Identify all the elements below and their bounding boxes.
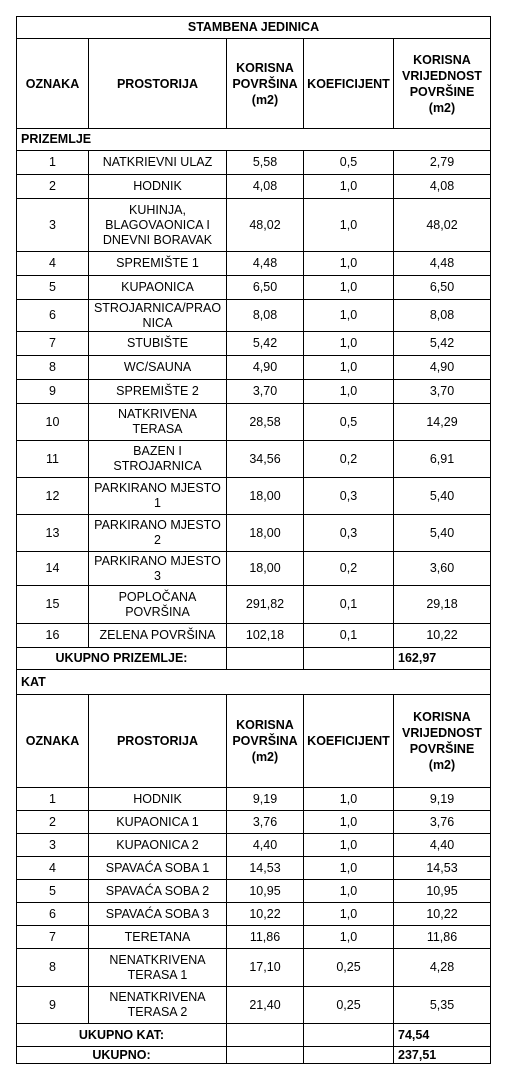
prizemlje-total-empty-1	[226, 647, 304, 670]
grand-total-empty-1	[226, 1046, 304, 1064]
kat-row-9-koef: 0,25	[303, 986, 394, 1024]
kat-row-4-vrijednost: 14,53	[393, 856, 491, 880]
kat-total-empty-1	[226, 1023, 304, 1047]
kat-row-4-koef: 1,0	[303, 856, 394, 880]
kat-row-8-vrijednost: 4,28	[393, 948, 491, 987]
prizemlje-row-16-vrijednost: 10,22	[393, 623, 491, 648]
prizemlje-row-13-povrsina: 18,00	[226, 514, 304, 552]
prizemlje-row-16-koef: 0,1	[303, 623, 394, 648]
prizemlje-row-6-prostorija: STROJARNICA/PRAO NICA	[88, 299, 227, 332]
table-title: STAMBENA JEDINICA	[16, 16, 491, 39]
prizemlje-row-10-prostorija: NATKRIVENA TERASA	[88, 403, 227, 441]
prizemlje-row-12-koef: 0,3	[303, 477, 394, 515]
prizemlje-col-header-vrijednost: KORISNA VRIJEDNOST POVRŠINE (m2)	[393, 38, 491, 129]
prizemlje-row-1-povrsina: 5,58	[226, 150, 304, 175]
grand-total-label: UKUPNO:	[16, 1046, 227, 1064]
prizemlje-row-2-oznaka: 2	[16, 174, 89, 199]
prizemlje-row-7-prostorija: STUBIŠTE	[88, 331, 227, 356]
prizemlje-row-2-vrijednost: 4,08	[393, 174, 491, 199]
prizemlje-row-8-povrsina: 4,90	[226, 355, 304, 380]
kat-row-1-vrijednost: 9,19	[393, 787, 491, 811]
kat-row-3-prostorija: KUPAONICA 2	[88, 833, 227, 857]
prizemlje-total-empty-2	[303, 647, 394, 670]
prizemlje-row-5-vrijednost: 6,50	[393, 275, 491, 300]
prizemlje-row-14-povrsina: 18,00	[226, 551, 304, 586]
prizemlje-total-value: 162,97	[393, 647, 491, 670]
prizemlje-row-10-koef: 0,5	[303, 403, 394, 441]
prizemlje-row-1-oznaka: 1	[16, 150, 89, 175]
kat-row-6-prostorija: SPAVAĆA SOBA 3	[88, 902, 227, 926]
prizemlje-row-12-vrijednost: 5,40	[393, 477, 491, 515]
prizemlje-row-15-povrsina: 291,82	[226, 585, 304, 624]
kat-row-6-vrijednost: 10,22	[393, 902, 491, 926]
kat-row-5-prostorija: SPAVAĆA SOBA 2	[88, 879, 227, 903]
prizemlje-row-10-povrsina: 28,58	[226, 403, 304, 441]
prizemlje-row-2-prostorija: HODNIK	[88, 174, 227, 199]
prizemlje-row-3-oznaka: 3	[16, 198, 89, 252]
kat-row-5-vrijednost: 10,95	[393, 879, 491, 903]
prizemlje-row-1-vrijednost: 2,79	[393, 150, 491, 175]
kat-row-8-koef: 0,25	[303, 948, 394, 987]
kat-row-7-koef: 1,0	[303, 925, 394, 949]
prizemlje-row-14-prostorija: PARKIRANO MJESTO 3	[88, 551, 227, 586]
prizemlje-row-1-koef: 0,5	[303, 150, 394, 175]
kat-total-empty-2	[303, 1023, 394, 1047]
kat-row-1-povrsina: 9,19	[226, 787, 304, 811]
prizemlje-row-16-povrsina: 102,18	[226, 623, 304, 648]
prizemlje-col-header-povrsina: KORISNA POVRŠINA (m2)	[226, 38, 304, 129]
prizemlje-row-3-prostorija: KUHINJA, BLAGOVAONICA I DNEVNI BORAVAK	[88, 198, 227, 252]
kat-row-7-oznaka: 7	[16, 925, 89, 949]
prizemlje-row-4-koef: 1,0	[303, 251, 394, 276]
room-area-table	[16, 16, 490, 1064]
kat-row-3-povrsina: 4,40	[226, 833, 304, 857]
prizemlje-row-4-oznaka: 4	[16, 251, 89, 276]
kat-row-8-povrsina: 17,10	[226, 948, 304, 987]
prizemlje-row-15-prostorija: POPLOČANA POVRŠINA	[88, 585, 227, 624]
kat-row-3-oznaka: 3	[16, 833, 89, 857]
prizemlje-row-4-povrsina: 4,48	[226, 251, 304, 276]
prizemlje-row-3-koef: 1,0	[303, 198, 394, 252]
prizemlje-row-9-koef: 1,0	[303, 379, 394, 404]
kat-row-6-koef: 1,0	[303, 902, 394, 926]
prizemlje-row-14-oznaka: 14	[16, 551, 89, 586]
kat-col-header-oznaka: OZNAKA	[16, 694, 89, 788]
prizemlje-row-6-oznaka: 6	[16, 299, 89, 332]
prizemlje-row-11-koef: 0,2	[303, 440, 394, 478]
grand-total-empty-2	[303, 1046, 394, 1064]
kat-row-5-povrsina: 10,95	[226, 879, 304, 903]
kat-row-2-vrijednost: 3,76	[393, 810, 491, 834]
kat-row-7-vrijednost: 11,86	[393, 925, 491, 949]
prizemlje-row-9-povrsina: 3,70	[226, 379, 304, 404]
kat-row-2-koef: 1,0	[303, 810, 394, 834]
kat-row-6-povrsina: 10,22	[226, 902, 304, 926]
prizemlje-row-3-povrsina: 48,02	[226, 198, 304, 252]
prizemlje-row-4-vrijednost: 4,48	[393, 251, 491, 276]
prizemlje-row-14-koef: 0,2	[303, 551, 394, 586]
prizemlje-row-3-vrijednost: 48,02	[393, 198, 491, 252]
prizemlje-row-10-oznaka: 10	[16, 403, 89, 441]
prizemlje-row-5-koef: 1,0	[303, 275, 394, 300]
prizemlje-row-12-oznaka: 12	[16, 477, 89, 515]
prizemlje-row-5-povrsina: 6,50	[226, 275, 304, 300]
kat-total-value: 74,54	[393, 1023, 491, 1047]
prizemlje-row-8-prostorija: WC/SAUNA	[88, 355, 227, 380]
kat-row-3-vrijednost: 4,40	[393, 833, 491, 857]
kat-row-4-prostorija: SPAVAĆA SOBA 1	[88, 856, 227, 880]
kat-row-4-oznaka: 4	[16, 856, 89, 880]
kat-row-2-povrsina: 3,76	[226, 810, 304, 834]
prizemlje-col-header-prostorija: PROSTORIJA	[88, 38, 227, 129]
prizemlje-row-15-vrijednost: 29,18	[393, 585, 491, 624]
prizemlje-col-header-koef: KOEFICIJENT	[303, 38, 394, 129]
kat-section-label: KAT	[16, 669, 491, 695]
prizemlje-col-header-oznaka: OZNAKA	[16, 38, 89, 129]
grand-total-value: 237,51	[393, 1046, 491, 1064]
kat-row-9-oznaka: 9	[16, 986, 89, 1024]
kat-col-header-prostorija: PROSTORIJA	[88, 694, 227, 788]
kat-total-label: UKUPNO KAT:	[16, 1023, 227, 1047]
prizemlje-row-13-vrijednost: 5,40	[393, 514, 491, 552]
prizemlje-row-5-oznaka: 5	[16, 275, 89, 300]
prizemlje-row-8-koef: 1,0	[303, 355, 394, 380]
prizemlje-row-7-koef: 1,0	[303, 331, 394, 356]
prizemlje-row-7-povrsina: 5,42	[226, 331, 304, 356]
prizemlje-row-8-oznaka: 8	[16, 355, 89, 380]
kat-row-6-oznaka: 6	[16, 902, 89, 926]
prizemlje-row-13-oznaka: 13	[16, 514, 89, 552]
prizemlje-row-10-vrijednost: 14,29	[393, 403, 491, 441]
prizemlje-row-6-povrsina: 8,08	[226, 299, 304, 332]
kat-col-header-povrsina: KORISNA POVRŠINA (m2)	[226, 694, 304, 788]
prizemlje-row-7-oznaka: 7	[16, 331, 89, 356]
prizemlje-row-2-koef: 1,0	[303, 174, 394, 199]
prizemlje-row-6-vrijednost: 8,08	[393, 299, 491, 332]
kat-row-5-koef: 1,0	[303, 879, 394, 903]
prizemlje-row-15-oznaka: 15	[16, 585, 89, 624]
prizemlje-row-12-povrsina: 18,00	[226, 477, 304, 515]
prizemlje-row-5-prostorija: KUPAONICA	[88, 275, 227, 300]
prizemlje-section-label: PRIZEMLJE	[16, 128, 491, 151]
kat-row-2-oznaka: 2	[16, 810, 89, 834]
prizemlje-row-8-vrijednost: 4,90	[393, 355, 491, 380]
prizemlje-row-11-oznaka: 11	[16, 440, 89, 478]
prizemlje-row-13-prostorija: PARKIRANO MJESTO 2	[88, 514, 227, 552]
prizemlje-row-11-povrsina: 34,56	[226, 440, 304, 478]
prizemlje-row-15-koef: 0,1	[303, 585, 394, 624]
prizemlje-row-11-vrijednost: 6,91	[393, 440, 491, 478]
prizemlje-row-11-prostorija: BAZEN I STROJARNICA	[88, 440, 227, 478]
kat-col-header-vrijednost: KORISNA VRIJEDNOST POVRŠINE (m2)	[393, 694, 491, 788]
prizemlje-row-16-prostorija: ZELENA POVRŠINA	[88, 623, 227, 648]
prizemlje-row-16-oznaka: 16	[16, 623, 89, 648]
kat-row-1-prostorija: HODNIK	[88, 787, 227, 811]
prizemlje-row-9-prostorija: SPREMIŠTE 2	[88, 379, 227, 404]
prizemlje-row-9-oznaka: 9	[16, 379, 89, 404]
prizemlje-row-4-prostorija: SPREMIŠTE 1	[88, 251, 227, 276]
kat-row-8-prostorija: NENATKRIVENA TERASA 1	[88, 948, 227, 987]
prizemlje-row-1-prostorija: NATKRIEVNI ULAZ	[88, 150, 227, 175]
kat-row-7-povrsina: 11,86	[226, 925, 304, 949]
kat-row-3-koef: 1,0	[303, 833, 394, 857]
prizemlje-row-9-vrijednost: 3,70	[393, 379, 491, 404]
prizemlje-row-6-koef: 1,0	[303, 299, 394, 332]
kat-row-1-koef: 1,0	[303, 787, 394, 811]
kat-row-9-vrijednost: 5,35	[393, 986, 491, 1024]
kat-row-9-prostorija: NENATKRIVENA TERASA 2	[88, 986, 227, 1024]
kat-row-4-povrsina: 14,53	[226, 856, 304, 880]
kat-row-5-oznaka: 5	[16, 879, 89, 903]
kat-row-8-oznaka: 8	[16, 948, 89, 987]
kat-row-2-prostorija: KUPAONICA 1	[88, 810, 227, 834]
prizemlje-row-12-prostorija: PARKIRANO MJESTO 1	[88, 477, 227, 515]
kat-row-9-povrsina: 21,40	[226, 986, 304, 1024]
prizemlje-row-2-povrsina: 4,08	[226, 174, 304, 199]
prizemlje-row-14-vrijednost: 3,60	[393, 551, 491, 586]
prizemlje-total-label: UKUPNO PRIZEMLJE:	[16, 647, 227, 670]
kat-col-header-koef: KOEFICIJENT	[303, 694, 394, 788]
kat-row-7-prostorija: TERETANA	[88, 925, 227, 949]
prizemlje-row-13-koef: 0,3	[303, 514, 394, 552]
kat-row-1-oznaka: 1	[16, 787, 89, 811]
prizemlje-row-7-vrijednost: 5,42	[393, 331, 491, 356]
